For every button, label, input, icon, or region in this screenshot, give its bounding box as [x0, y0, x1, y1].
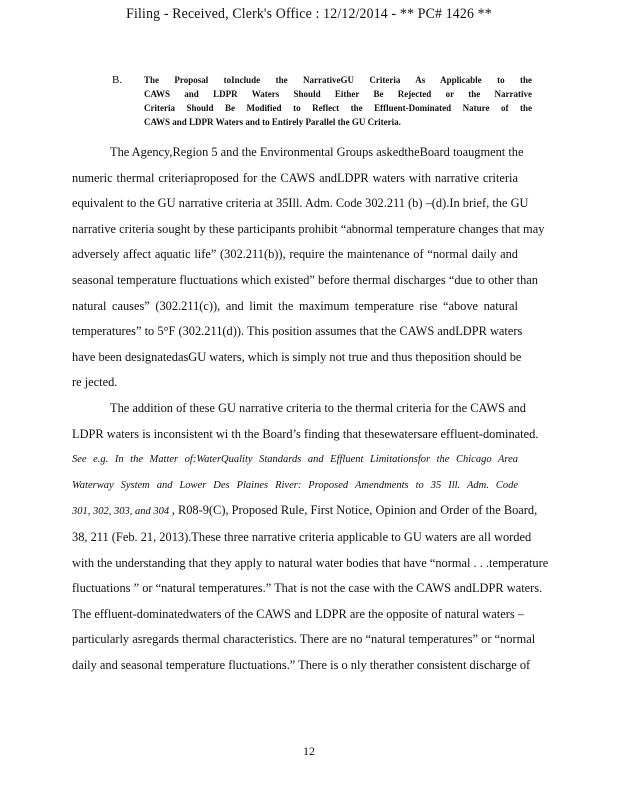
heading-line: CAWS and LDPR Waters and to Entirely Parallel the GU Criteria.	[144, 117, 401, 127]
paragraph-line: numeric thermal criteriaproposed for the CAWS andLDPR waters with narrative criteria	[72, 170, 518, 185]
paragraph-line: adversely affect aquatic life” (302.211(b)), require the maintenance of “normal daily and	[72, 247, 518, 262]
citation-line: Waterway System and Lower Des Plaines River: Proposed Amendments to 35 Ill. Adm. Code	[72, 479, 518, 491]
heading-line: CAWS and LDPR Waters Should Either Be Rejected or the Narrative	[144, 89, 532, 99]
paragraph-line	[72, 498, 538, 525]
heading-line: The Proposal toInclude the NarrativeGU Criteria As Applicable to the	[144, 75, 532, 85]
paragraph-line: The effluent-dominatedwaters of the CAWS and LDPR are the opposite of natural waters –	[72, 606, 524, 621]
paragraph-line: have been designatedasGU waters, which is simply not true and thus theposition should be	[72, 349, 522, 364]
paragraph-line: natural causes” (302.211(c)), and limit the maximum temperature rise “above natural	[72, 298, 518, 313]
page-number: 12	[303, 744, 315, 758]
paragraph-line: particularly asregards thermal characteristics. There are no “natural temperatures” or “normal	[72, 632, 536, 647]
paragraph-line: LDPR waters is inconsistent wi th the Board’s finding that thesewatersare effluent-dominated.	[72, 426, 539, 441]
heading-line: Criteria Should Be Modified to Reflect the Effluent-Dominated Nature of the	[144, 103, 532, 113]
paragraph-line: temperatures” to 5°F (302.211(d)). This position assumes that the CAWS andLDPR waters	[72, 324, 523, 339]
paragraph-line: fluctuations ” or “natural temperatures.” That is not the case with the CAWS andLDPR waters.	[72, 581, 543, 596]
paragraph-line: The addition of these GU narrative criteria to the thermal criteria for the CAWS and	[110, 400, 526, 415]
paragraph-line: narrative criteria sought by these participants prohibit “abnormal temperature changes that may	[72, 221, 545, 236]
section-heading	[112, 73, 532, 129]
paragraph-line: 38, 211 (Feb. 21, 2013).These three narrative criteria applicable to GU waters are all worded	[72, 529, 532, 544]
section-letter: B.	[112, 74, 123, 86]
filing-header: Filing - Received, Clerk's Office : 12/12/2014 - ** PC# 1426 **	[126, 6, 492, 22]
paragraph-line: with the understanding that they apply to natural water bodies that have “normal . . .temperature	[72, 555, 549, 570]
paragraph-line: daily and seasonal temperature fluctuations.” There is o nly therather consistent discharge of	[72, 657, 531, 672]
paragraph-line: seasonal temperature fluctuations which existed” before thermal discharges “due to other than	[72, 272, 538, 287]
paragraph-line: The Agency,Region 5 and the Environmental Groups askedtheBoard toaugment the	[110, 145, 524, 159]
paragraph-line: re jected.	[72, 375, 118, 390]
paragraph-fragment: , R08-9(C), Proposed Rule, First Notice, Opinion and Order of the Board,	[171, 503, 538, 518]
citation-fragment: 301, 302, 303, and 304	[72, 506, 172, 518]
citation-line: See e.g. In the Matter of:WaterQuality Standards and Effluent Limitationsfor the Chicago Area	[72, 454, 518, 466]
body-text	[72, 140, 549, 678]
paragraph-line: equivalent to the GU narrative criteria at 35Ill. Adm. Code 302.211 (b) –(d).In brief, the GU	[72, 196, 529, 211]
